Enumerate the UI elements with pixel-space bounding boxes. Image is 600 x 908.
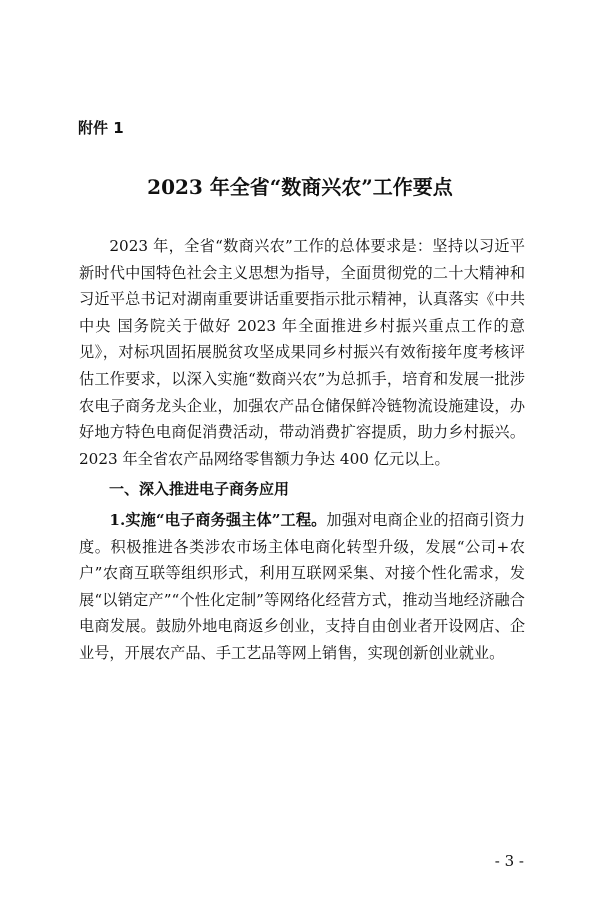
document-title: 2023 年全省“数商兴农”工作要点 bbox=[147, 175, 453, 199]
section-heading: 一、深入推进电子商务应用 bbox=[109, 480, 290, 499]
section-1-lead: 1.实施“电子商务强主体”工程。 bbox=[109, 510, 327, 529]
attachment-label: 附件 1 bbox=[78, 119, 124, 137]
section-1-paragraph bbox=[79, 507, 525, 667]
intro-paragraph: 2023 年，全省“数商兴农”工作的总体要求是：坚持以习近平新时代中国特色社会主义思想为指导，全面贯彻党的二十大精神和习近平总书记对湖南重要讲话重要指示批示精神，认真落实《中共中央 国务院关于做好 2023 年全面推进乡村振兴重点工作的意见》，对标巩固拓展脱贫攻坚成果同乡村振兴有效衔接年度考核评估工作要求，以深入实施“数商兴农”为总抓手，培育和发展一批涉农电子商务龙头企业，加强农产品仓储保鲜冷链物流设施建设，办好地方特色电商促消费活动，带动消费扩容提质，助力乡村振兴。2023 年全省农产品网络零售额力争达 400 亿元以上。 bbox=[79, 237, 525, 468]
page-number: - 3 - bbox=[494, 852, 524, 870]
section-1-text: 加强对电商企业的招商引资力度。积极推进各类涉农市场主体电商化转型升级，发展“公司+农户”农商互联等组织形式，利用互联网采集、对接个性化需求，发展“以销定产”“个性化定制”等网络化经营方式，推动当地经济融合电商发展。鼓励外地电商返乡创业，支持自由创业者开设网店、企业号，开展农产品、手工艺品等网上销售，实现创新创业就业。 bbox=[79, 510, 526, 662]
document-body bbox=[79, 233, 525, 667]
